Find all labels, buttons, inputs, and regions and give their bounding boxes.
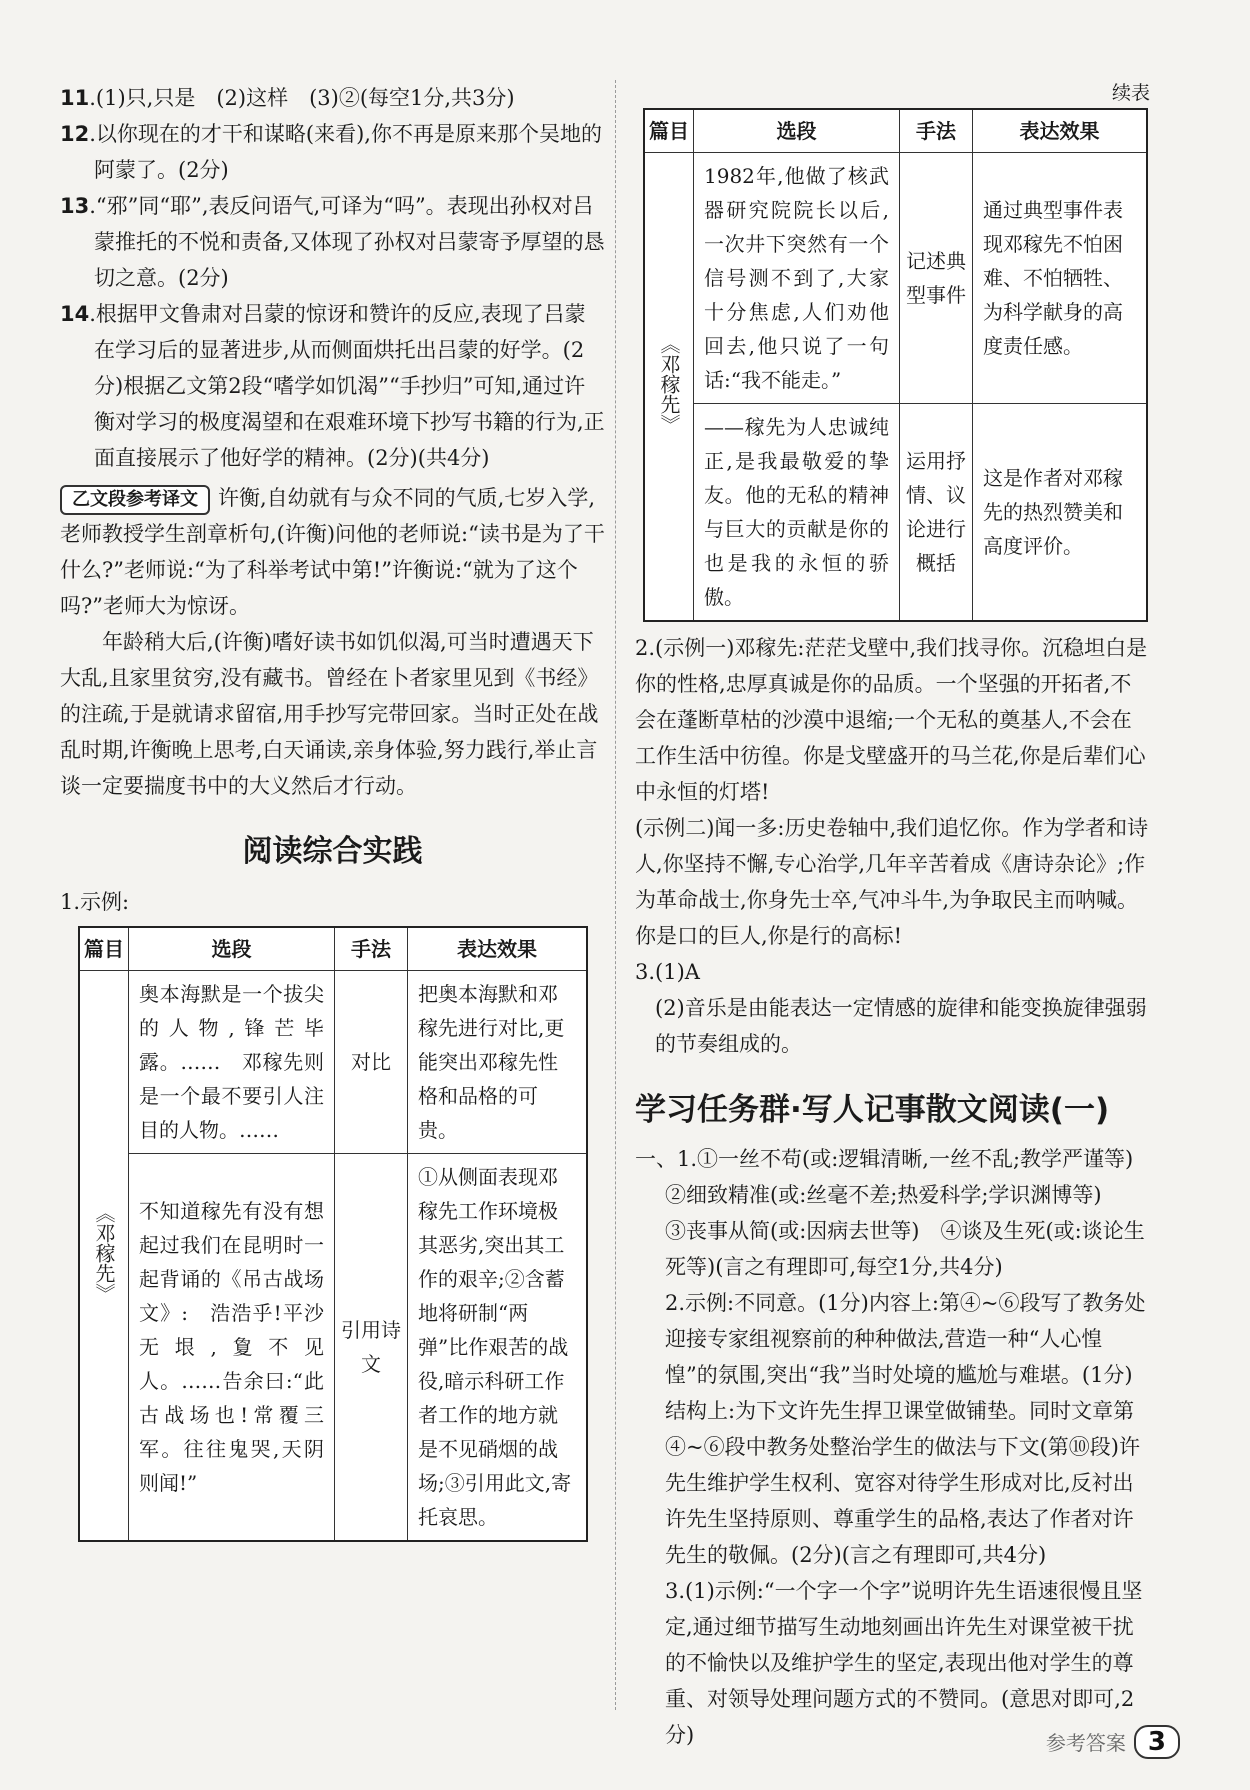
section-title: 阅读综合实践 — [242, 834, 423, 869]
example-table — [78, 926, 588, 1542]
segment-cell: 奥本海默是一个拔尖的人物,锋芒毕露。…… 邓稼先则是一个最不要引人注目的人物。…… — [129, 971, 335, 1154]
header-effect: 表达效果 — [408, 927, 588, 971]
s1-q1-c: ③丧事从简(或:因病去世等) ④谈及生死(或:谈论生死等)(言之有理即可,每空1分,共4分) — [665, 1219, 1145, 1279]
s1-q1-a: 一、1.①一丝不苟(或:逻辑清晰,一丝不乱;教学严谨等) — [635, 1147, 1134, 1171]
technique-cell: 运用抒情、议论进行概括 — [900, 404, 973, 622]
effect-cell: 这是作者对邓稼先的热烈赞美和高度评价。 — [973, 404, 1148, 622]
q2-example-2: (示例二)闻一多:历史卷轴中,我们追忆你。作为学者和诗人,你坚持不懈,专心治学,几年辛苦着成《唐诗杂论》;作为革命战士,你身先士卒,气冲斗牛,为争取民主而呐喊。你是口的巨人,你是行的高标! — [635, 816, 1149, 948]
table-header-row — [79, 927, 587, 971]
translation-para-1: 乙文段参考译文 许衡,自幼就有与众不同的气质,七岁入学,老师教授学生剖章析句,(许衡)问他的老师说:“读书是为了干什么?”老师说:“为了科举考试中第!”许衡说:“就为了这个吗?”老师大为惊讶。 — [60, 486, 605, 618]
header-technique: 手法 — [900, 109, 973, 153]
page-number: 3 — [1134, 1725, 1180, 1759]
header-technique: 手法 — [335, 927, 408, 971]
page-footer — [1046, 1725, 1180, 1759]
effect-cell: 把奥本海默和邓稼先进行对比,更能突出邓稼先性格和品格的可贵。 — [408, 971, 588, 1154]
s1-q2: 2.示例:不同意。(1分)内容上:第④~⑥段写了教务处迎接专家组视察前的种种做法,营造一种“人心惶惶”的氛围,突出“我”当时处境的尴尬与难堪。(1分)结构上:为下文许先生捍卫课堂做铺垫。同时文章第④~⑥段中教务处整治学生的做法与下文(第⑩段)许先生维护学生权利、宽容对待学生形成对比,反衬出许先生坚持原则、尊重学生的品格,表达了作者对许先生的敬佩。(2分)(言之有理即可,共4分) — [665, 1291, 1146, 1567]
header-segment: 选段 — [694, 109, 900, 153]
table-row — [79, 1154, 587, 1542]
q1-intro: 1.示例: — [60, 890, 130, 914]
translation-para-2: 年龄稍大后,(许衡)嗜好读书如饥似渴,可当时遭遇天下大乱,且家里贫穷,没有藏书。曾经在卜者家里见到《书经》的注疏,于是就请求留宿,用手抄写完带回家。当时正处在战乱时期,许衡晚上思考,白天诵读,亲身体验,努力践行,举止言谈一定要揣度书中的大义然后才行动。 — [60, 630, 599, 798]
column-divider — [615, 80, 616, 1710]
technique-cell: 记述典型事件 — [900, 153, 973, 404]
answer-14: 14.根据甲文鲁肃对吕蒙的惊讶和赞许的反应,表现了吕蒙在学习后的显著进步,从而侧面烘托出吕蒙的好学。(2分)根据乙文第2段“嗜学如饥渴”“手抄归”可知,通过许衡对学习的极度渴望和在艰难环境下抄写书籍的行为,正面直接展示了他好学的精神。(2分)(共4分) — [60, 302, 605, 470]
right-column — [635, 80, 1150, 1753]
left-column — [60, 80, 605, 1542]
table-row — [644, 153, 1147, 404]
topic-cell: 《邓稼先》 — [644, 153, 694, 622]
answer-13: 13.“邪”同“耶”,表反问语气,可译为“吗”。表现出孙权对吕蒙推托的不悦和责备,又体现了孙权对吕蒙寄予厚望的恳切之意。(2分) — [60, 194, 605, 290]
table-row — [79, 971, 587, 1154]
continued-label: 续表 — [1111, 82, 1150, 104]
answer-11: 11.(1)只,只是 (2)这样 (3)②(每空1分,共3分) — [60, 86, 515, 110]
table-header-row — [644, 109, 1147, 153]
effect-cell: 通过典型事件表现邓稼先不怕困难、不怕牺牲、为科学献身的高度责任感。 — [973, 153, 1148, 404]
header-topic: 篇目 — [79, 927, 129, 971]
segment-cell: 不知道稼先有没有想起过我们在昆明时一起背诵的《吊古战场文》: 浩浩乎!平沙无垠,夐不见人。……告余曰:“此古战场也!常覆三军。往往鬼哭,天阴则闻!” — [129, 1154, 335, 1542]
header-segment: 选段 — [129, 927, 335, 971]
effect-cell: ①从侧面表现邓稼先工作环境极其恶劣,突出其工作的艰辛;②含蓄地将研制“两弹”比作艰苦的战役,暗示科研工作者工作的地方就是不见硝烟的战场;③引用此文,寄托哀思。 — [408, 1154, 588, 1542]
footer-label: 参考答案 — [1045, 1731, 1126, 1755]
s1-q1-b: ②细致精准(或:丝毫不差;热爱科学;学识渊博等) — [665, 1183, 1102, 1207]
topic-cell: 《邓稼先》 — [79, 971, 129, 1542]
answer-12: 12.以你现在的才干和谋略(来看),你不再是原来那个吴地的阿蒙了。(2分) — [60, 122, 602, 182]
technique-cell: 对比 — [335, 971, 408, 1154]
translation-label: 乙文段参考译文 — [60, 485, 210, 515]
segment-cell: 1982年,他做了核武器研究院院长以后,一次井下突然有一个信号测不到了,大家十分焦虑,人们劝他回去,他只说了一句话:“我不能走。” — [694, 153, 900, 404]
technique-cell: 引用诗文 — [335, 1154, 408, 1542]
table-row — [644, 404, 1147, 622]
segment-cell: ——稼先为人忠诚纯正,是我最敬爱的挚友。他的无私的精神与巨大的贡献是你的也是我的永恒的骄傲。 — [694, 404, 900, 622]
q3-part-1: 3.(1)A — [635, 960, 700, 984]
header-effect: 表达效果 — [973, 109, 1148, 153]
header-topic: 篇目 — [644, 109, 694, 153]
continued-table — [643, 108, 1148, 622]
s1-q3: 3.(1)示例:“一个字一个字”说明许先生语速很慢且坚定,通过细节描写生动地刻画出许先生对课堂被干扰的不愉快以及维护学生的坚定,表现出他对学生的尊重、对领导处理问题方式的不赞同。(意思对即可,2分) — [665, 1579, 1143, 1747]
q2-example-1: 2.(示例一)邓稼先:茫茫戈壁中,我们找寻你。沉稳坦白是你的性格,忠厚真诚是你的品质。一个坚强的开拓者,不会在蓬断草枯的沙漠中退缩;一个无私的奠基人,不会在工作生活中彷徨。你是戈壁盛开的马兰花,你是后辈们心中永恒的灯塔! — [635, 636, 1148, 804]
q3-part-2: (2)音乐是由能表达一定情感的旋律和能变换旋律强弱的节奏组成的。 — [655, 996, 1147, 1056]
task-group-title: 学习任务群·写人记事散文阅读(一) — [635, 1092, 1110, 1128]
